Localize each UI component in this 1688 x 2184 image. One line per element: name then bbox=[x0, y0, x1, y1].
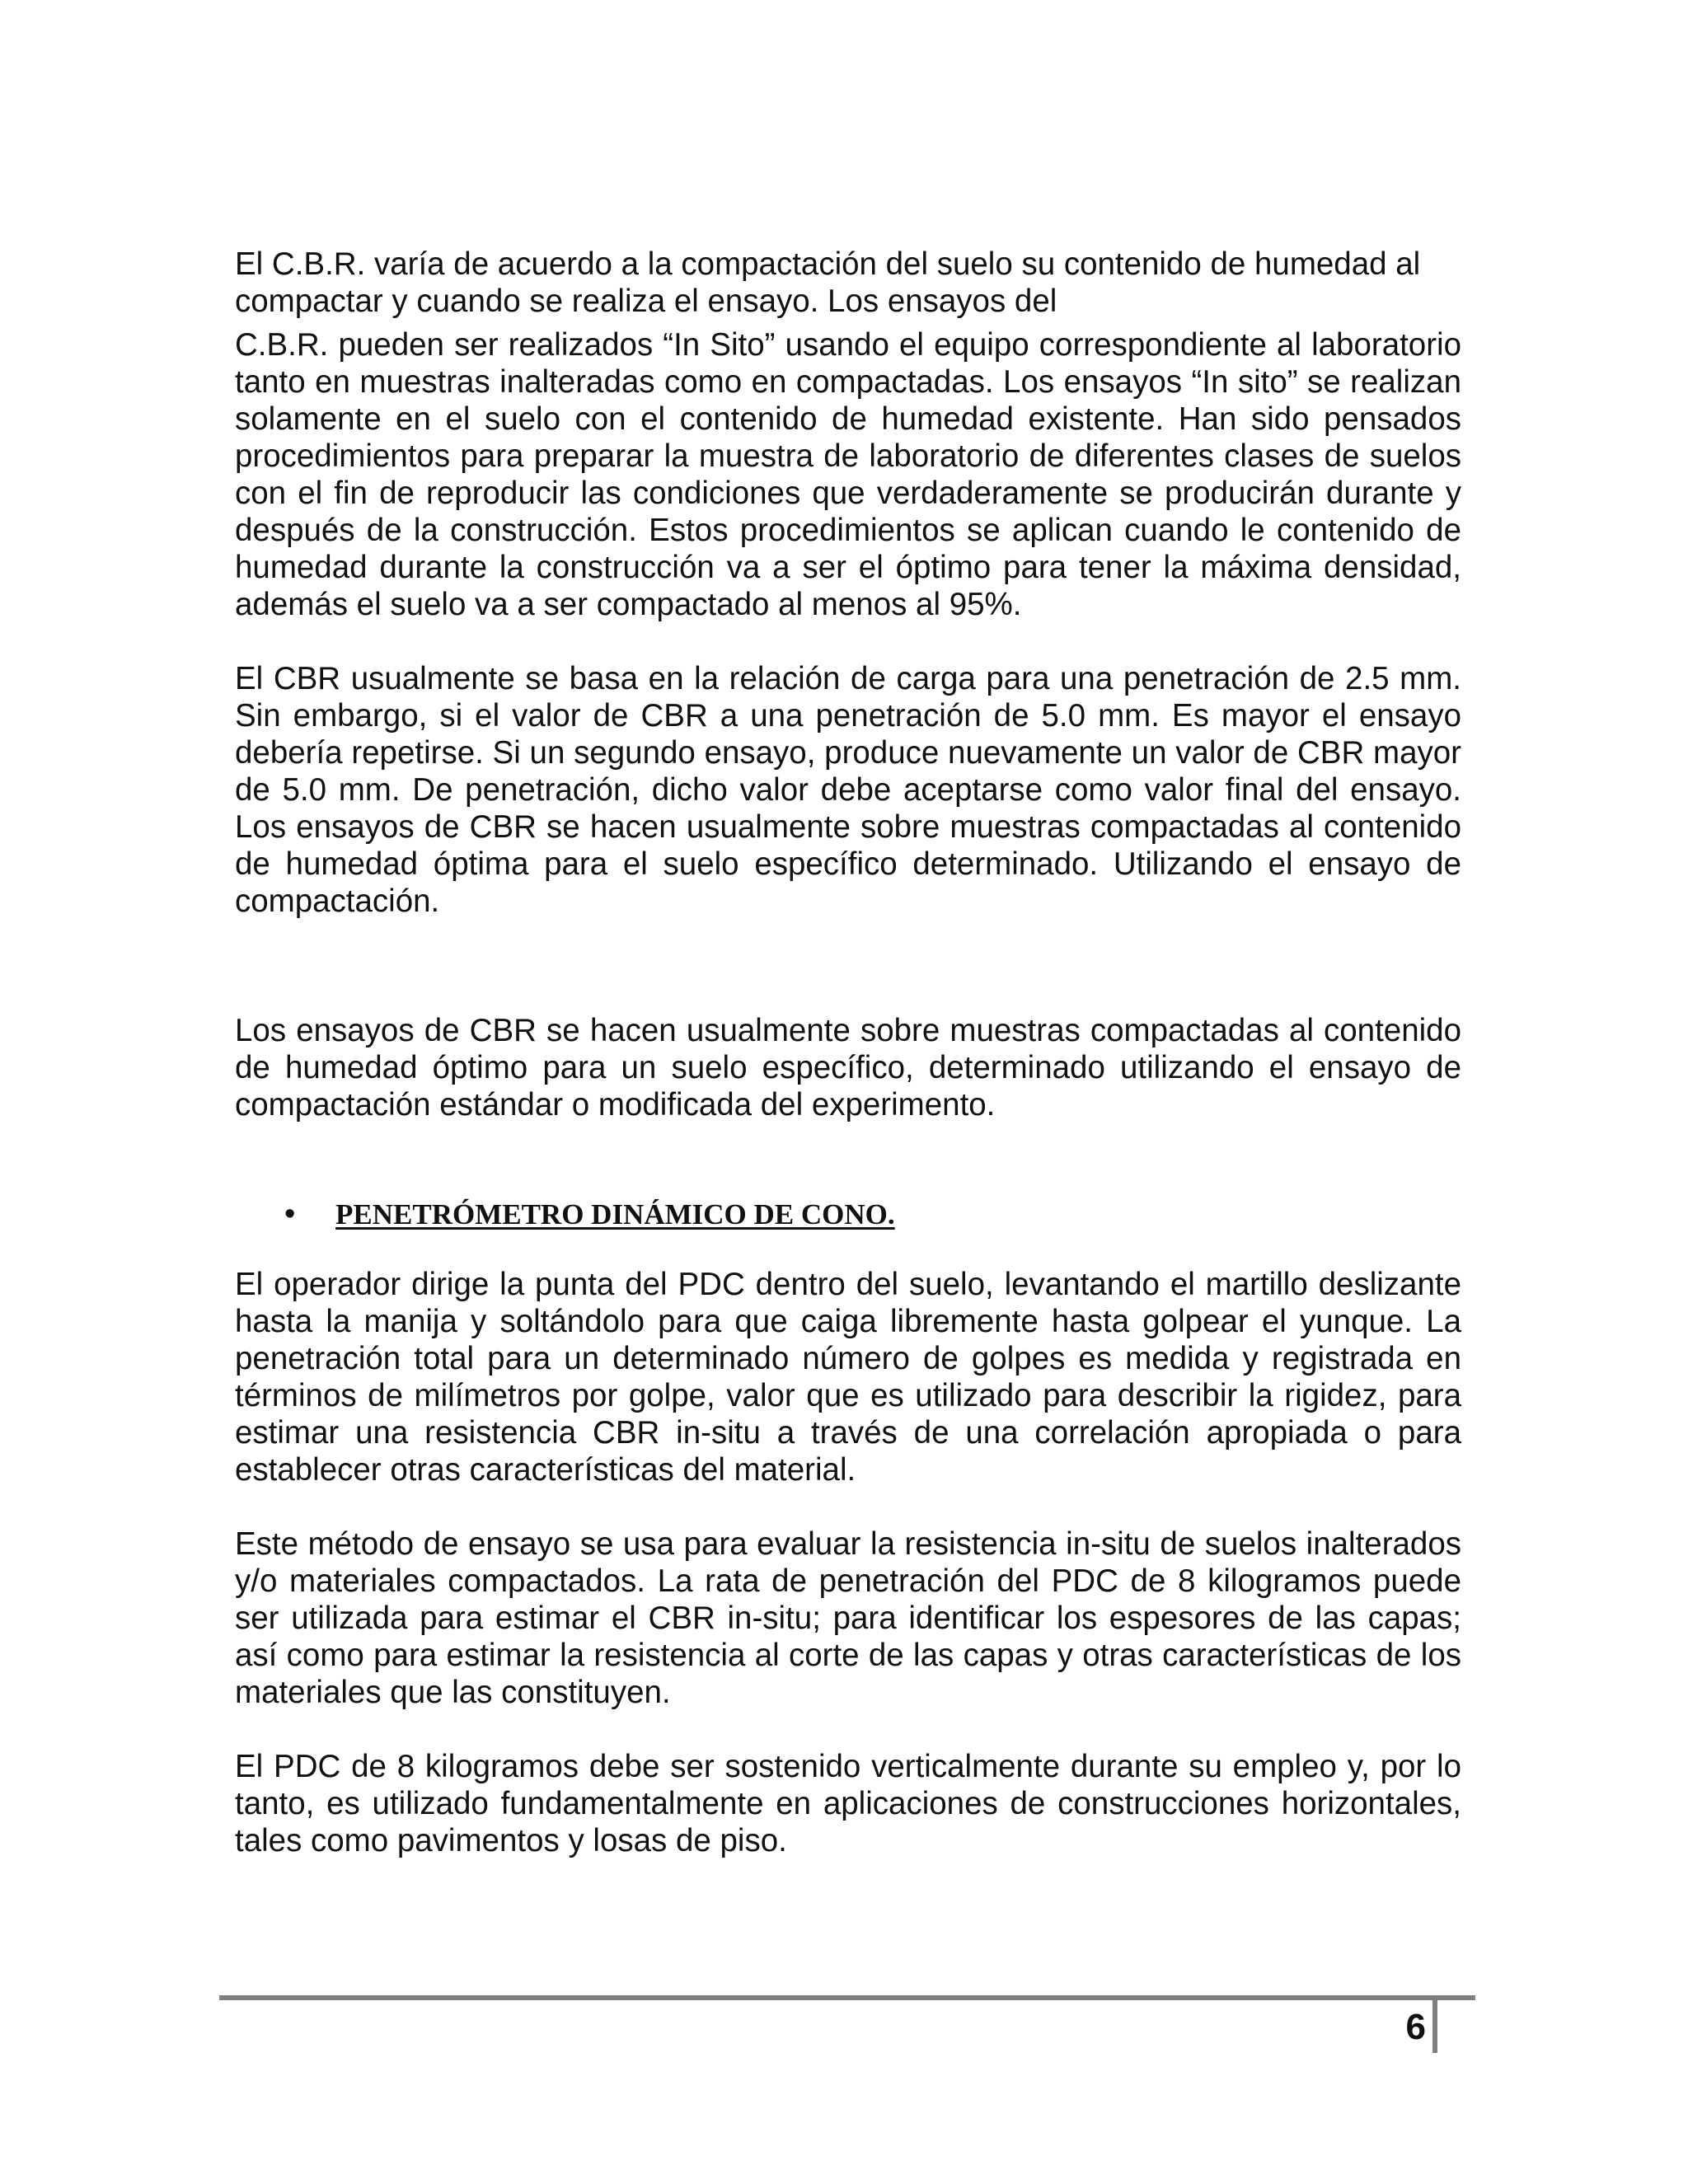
paragraph-pdc-method: Este método de ensayo se usa para evaluar la resistencia in-situ de suelos inalterados y/o materiales compactados. La rata de penetración del PDC de 8 kilogramos puede ser utilizada para estimar el CBR in-situ; para identificar los espesores de las capas; así como para estimar la resistencia al corte de las capas y otras características de los materiales que las constituyen. bbox=[235, 1526, 1461, 1710]
page-number: 6 bbox=[1405, 2007, 1426, 2047]
paragraph-cbr-intro-first-line: El C.B.R. varía de acuerdo a la compactación del suelo su contenido de humedad al compactar y cuando se realiza el ensayo. Los ensayos del bbox=[235, 246, 1421, 319]
section-heading: PENETRÓMETRO DINÁMICO DE CONO. bbox=[335, 1198, 895, 1230]
bullet-icon: • bbox=[284, 1197, 296, 1231]
page-number-bar bbox=[1432, 1995, 1437, 2053]
footer-divider bbox=[219, 1995, 1475, 2000]
section-heading-row bbox=[235, 1196, 1461, 1233]
paragraph-pdc-usage: El PDC de 8 kilogramos debe ser sostenido verticalmente durante su empleo y, por lo tanto, es utilizado fundamentalmente en aplicaciones de construcciones horizontales, tales como pavimentos y losas de piso. bbox=[235, 1749, 1461, 1858]
paragraph-cbr-penetration: El CBR usualmente se basa en la relación de carga para una penetración de 2.5 mm. Sin embargo, si el valor de CBR a una penetración de 5.0 mm. Es mayor el ensayo debería repetirse. Si un segundo ensayo, produce nuevamente un valor de CBR mayor de 5.0 mm. De penetración, dicho valor debe aceptarse como valor final del ensayo. Los ensayos de CBR se hacen usualmente sobre muestras compactadas al contenido de humedad óptima para el suelo específico determinado. Utilizando el ensayo de compactación. bbox=[235, 661, 1461, 919]
paragraph-cbr-intro: C.B.R. pueden ser realizados “In Sito” usando el equipo correspondiente al laboratorio tanto en muestras inalteradas como en compactadas. Los ensayos “In sito” se realizan solamente en el suelo con el contenido de humedad existente. Han sido pensados procedimientos para preparar la muestra de laboratorio de diferentes clases de suelos con el fin de reproducir las condiciones que verdaderamente se producirán durante y después de la construcción. Estos procedimientos se aplican cuando le contenido de humedad durante la construcción va a ser el óptimo para tener la máxima densidad, además el suelo va a ser compactado al menos al 95%. bbox=[235, 327, 1461, 622]
paragraph-pdc-operation: El operador dirige la punta del PDC dentro del suelo, levantando el martillo deslizante hasta la manija y soltándolo para que caiga libremente hasta golpear el yunque. La penetración total para un determinado número de golpes es medida y registrada en términos de milímetros por golpe, valor que es utilizado para describir la rigidez, para estimar una resistencia CBR in-situ a través de una correlación apropiada o para establecer otras características del material. bbox=[235, 1267, 1461, 1488]
paragraph-cbr-compaction: Los ensayos de CBR se hacen usualmente sobre muestras compactadas al contenido de humedad óptimo para un suelo específico, determinado utilizando el ensayo de compactación estándar o modificada del experimento. bbox=[235, 1013, 1461, 1122]
document-body bbox=[235, 246, 1461, 1859]
